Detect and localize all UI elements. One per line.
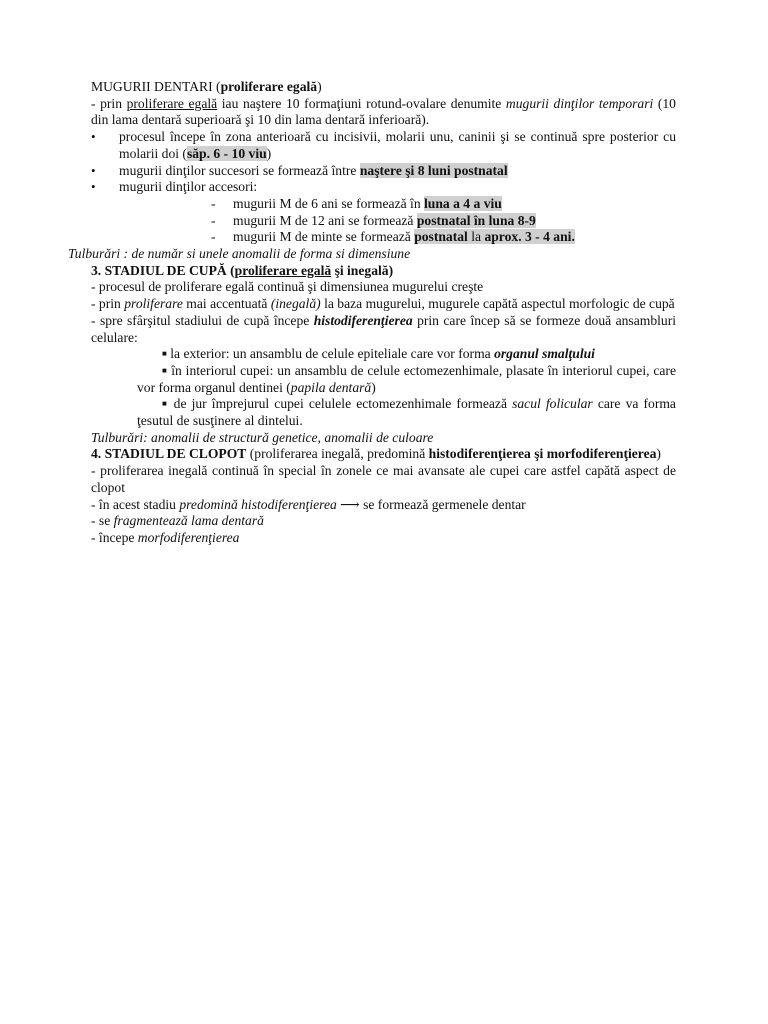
paragraph-clopot-4: - începe morfodiferenţierea — [91, 529, 240, 545]
bullet-accesori: • mugurii dinţilor accesori: — [91, 179, 676, 196]
subitem-minte: - mugurii M de minte se formează postnatal la aprox. 3 - 4 ani. — [211, 229, 575, 245]
paragraph-formation: - prin proliferare egală iau naştere 10 formaţiuni rotund-ovalare denumite mugurii dinţilor temporari (10 din lama dentară superioară şi 10 din lama dentară inferioară). — [91, 95, 676, 128]
section-title-cupa: 3. STADIUL DE CUPĂ (proliferare egală şi inegală) — [91, 262, 394, 278]
paragraph-cupa-2: - prin proliferare mai accentuată (inegală) la baza mugurelui, mugurele capătă aspectul morfologic de cupă — [91, 296, 675, 312]
subitem-m6: - mugurii M de 6 ani se formează în luna a 4 a viu — [211, 195, 502, 211]
square-item-interior: ■ în interiorul cupei: un ansamblu de celule ectomezenhimale, plasate în interiorul cupei, care vor forma organul dentinei (papila dentară) — [137, 362, 676, 395]
paragraph-clopot-1: - proliferarea inegală continuă în special în zonele ce mai avansate ale cupei care astfel capătă aspect de clopot — [91, 463, 676, 495]
paragraph-cupa-3: - spre sfârşitul stadiului de cupă începe histodiferenţierea prin care încep să se formeze două ansambluri celulare: — [91, 312, 676, 345]
bullet-succesori: • mugurii dinţilor succesori se formează între naştere şi 8 luni postnatal — [91, 163, 676, 180]
paragraph-clopot-3: - se fragmentează lama dentară — [91, 513, 264, 529]
document-body — [68, 79, 676, 547]
mugurii-title: MUGURII DENTARI — [91, 79, 213, 94]
square-item-folicular: ■ de jur împrejurul cupei celulele ectomezenhimale formează sacul folicular care va forma ţesutul de susţinere al dintelui. — [137, 396, 676, 429]
troubles-note-2: Tulburări: anomalii de structură genetice, anomalii de culoare — [91, 429, 434, 445]
paragraph-clopot-2: - în acest stadiu predomină histodiferenţierea ⟶ se formează germenele dentar — [91, 496, 526, 512]
section-title-clopot: 4. STADIUL DE CLOPOT (proliferarea inegală, predomină histodiferenţierea şi morfodiferenţierea) — [91, 446, 661, 462]
bullet-incisivi: • procesul începe în zona anterioară cu incisivii, molarii unu, caninii şi se continuă spre posterior cu molarii doi (săp. 6 - 10 viu) — [91, 129, 676, 162]
subitem-m12: - mugurii M de 12 ani se formează postnatal în luna 8-9 — [211, 212, 536, 228]
square-bullet-icon: ■ — [162, 399, 169, 409]
square-bullet-icon: ■ — [162, 365, 168, 375]
troubles-note-1: Tulburări : de număr si unele anomalii de forma si dimensiune — [68, 246, 411, 262]
paragraph-cupa-1: - procesul de proliferare egală continuă şi dimensiunea mugurelui creşte — [91, 279, 484, 295]
square-bullet-icon: ■ — [162, 349, 167, 359]
square-item-exterior: ■ la exterior: un ansamblu de celule epiteliale care vor forma organul smalţului — [162, 346, 595, 362]
section-title-mugurii: MUGURII DENTARI (proliferare egală) — [91, 79, 322, 94]
